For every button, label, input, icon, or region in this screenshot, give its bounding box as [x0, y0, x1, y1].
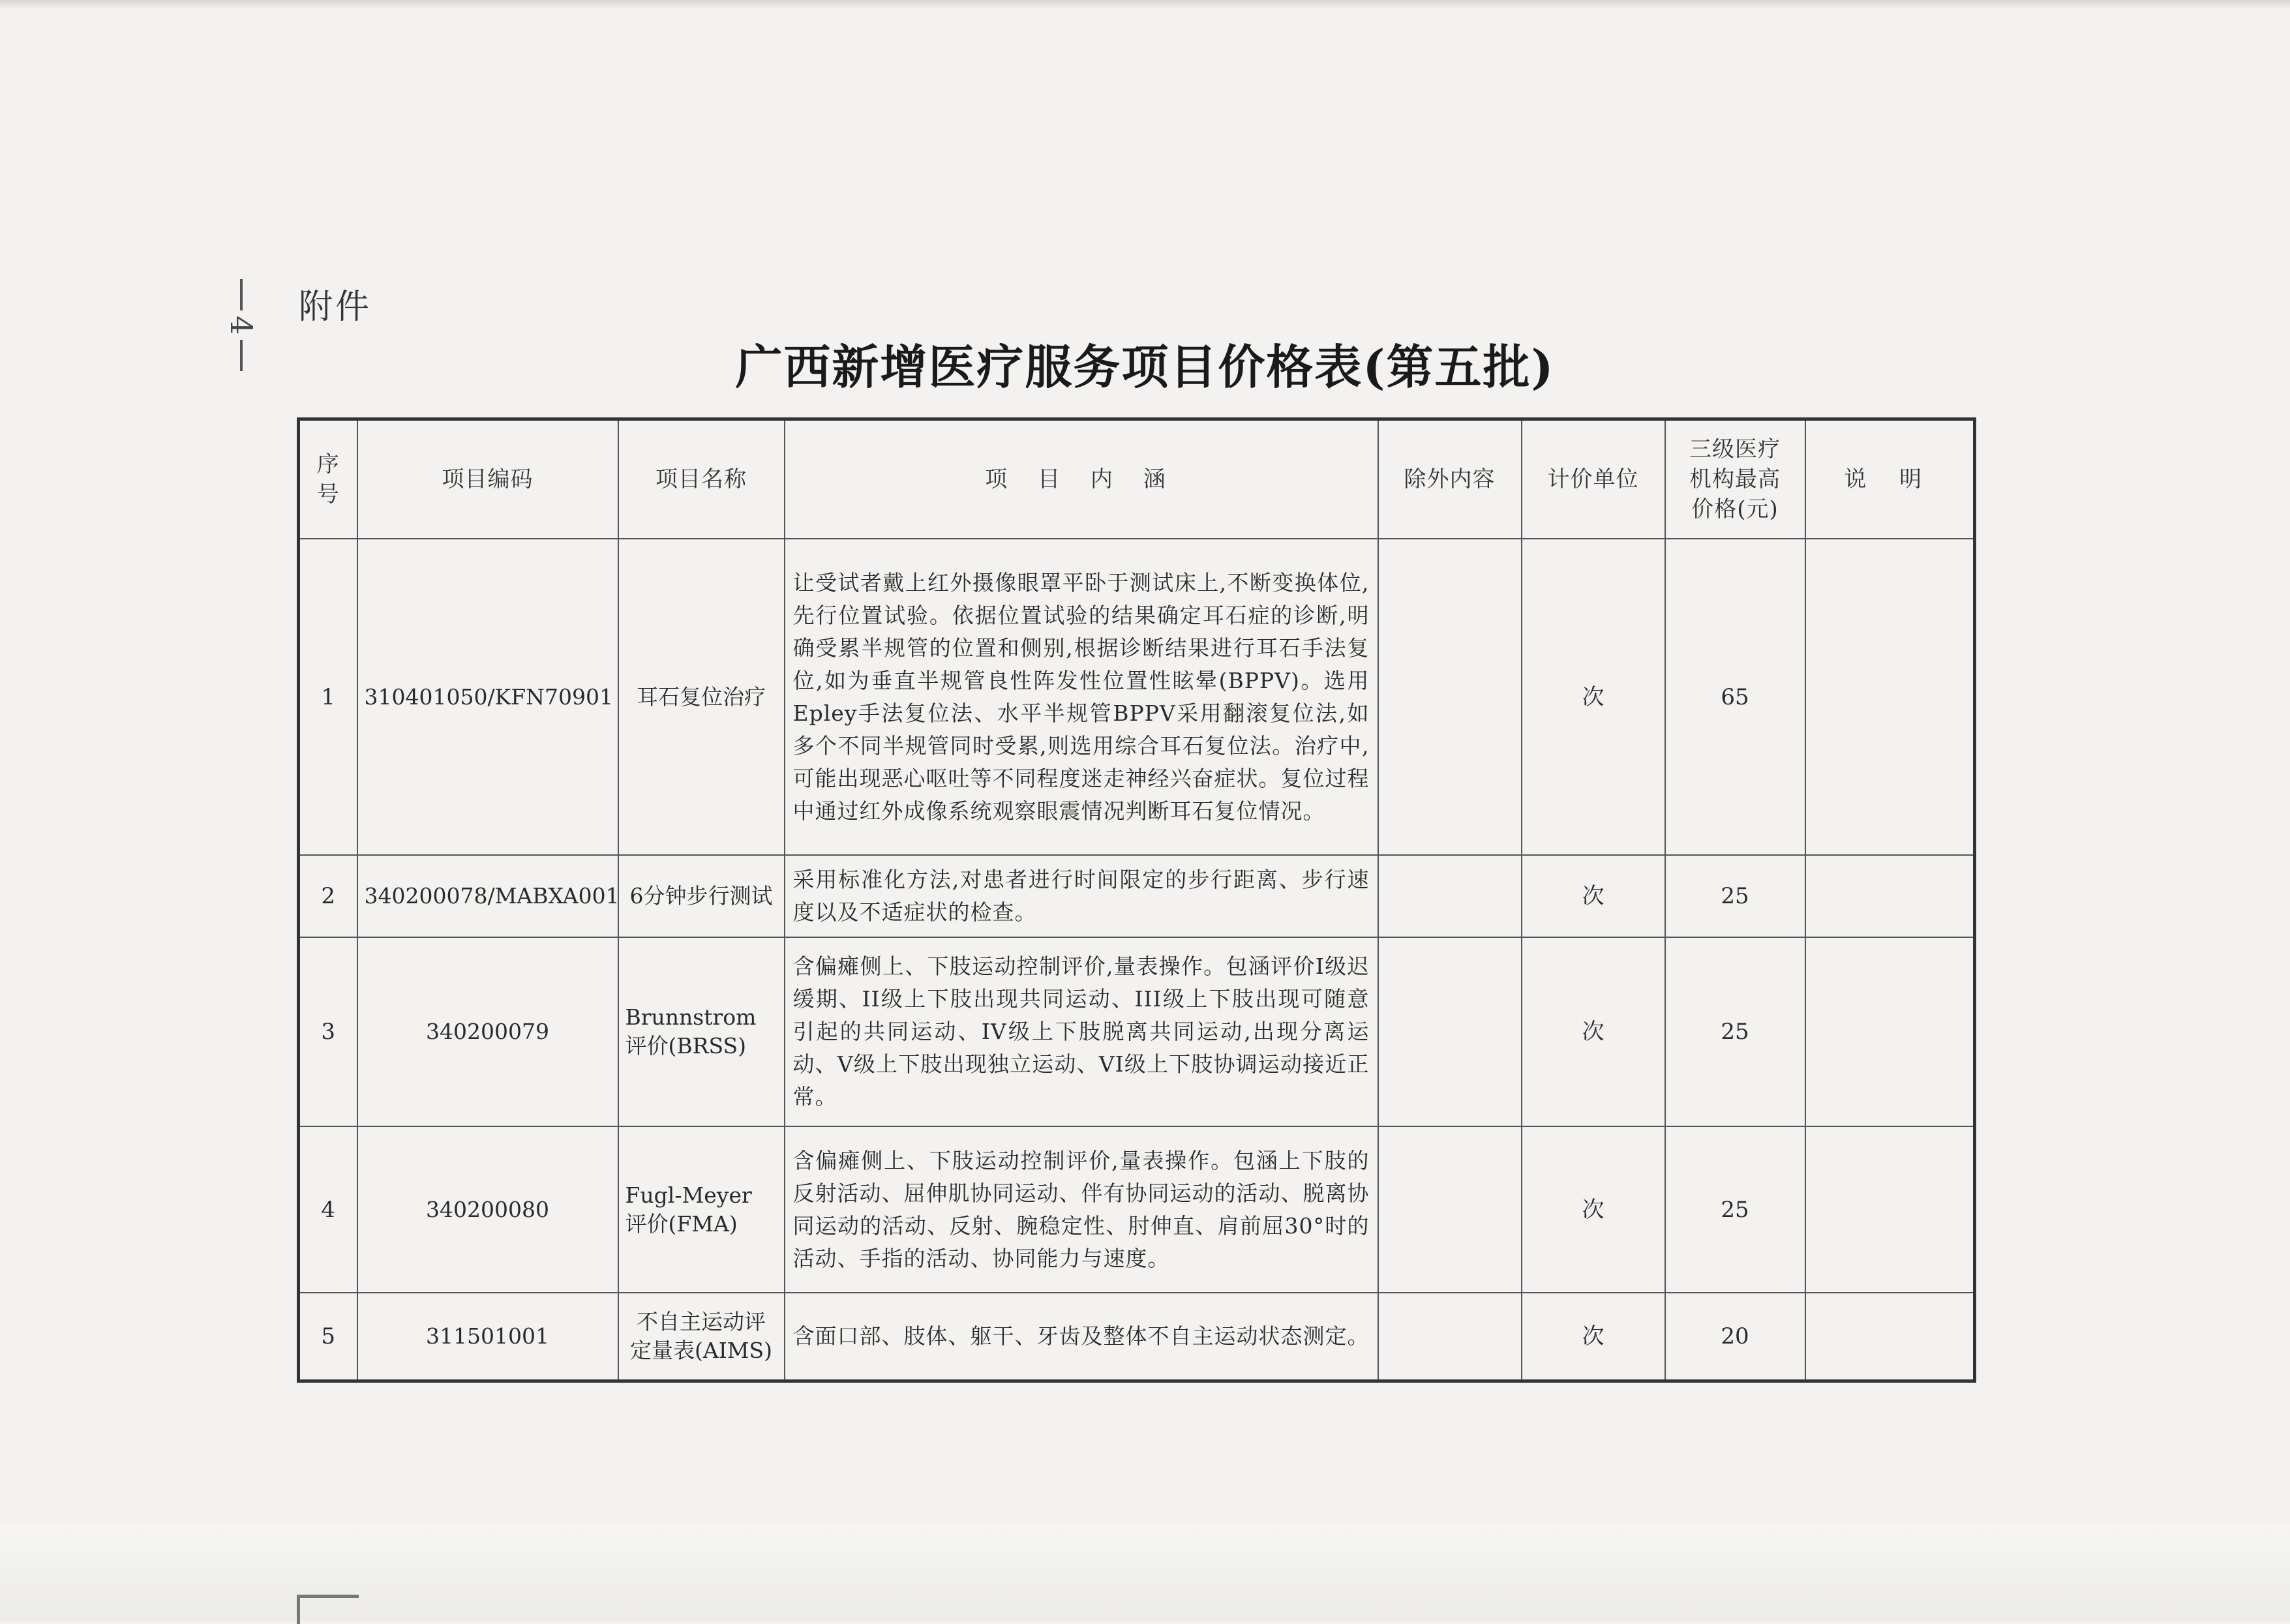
attachment-label: 附件	[299, 288, 372, 327]
table-row	[299, 1126, 1975, 1293]
cell-price: 65	[1665, 539, 1805, 855]
header-content: 项 目 内 涵	[785, 419, 1378, 539]
header-price	[1665, 419, 1805, 539]
cell-name-line1: 不自主运动评	[637, 1308, 766, 1334]
header-price-line3: 价格(元)	[1691, 496, 1779, 522]
cell-note	[1805, 1293, 1975, 1381]
cell-price: 25	[1665, 1126, 1805, 1293]
cell-excluded	[1378, 1126, 1522, 1293]
cell-unit: 次	[1522, 1293, 1665, 1381]
table-row	[299, 855, 1975, 937]
header-name: 项目名称	[618, 419, 785, 539]
cell-name-line2: 定量表(AIMS)	[629, 1337, 772, 1363]
cell-code: 311501001	[357, 1293, 618, 1381]
scan-top-edge	[0, 0, 2290, 9]
cell-code: 340200080	[357, 1126, 618, 1293]
cell-name	[618, 937, 785, 1126]
cell-price: 20	[1665, 1293, 1805, 1381]
header-price-line1: 三级医疗	[1689, 436, 1781, 462]
table-row	[299, 539, 1975, 855]
header-code: 项目编码	[357, 419, 618, 539]
cell-note	[1805, 1126, 1975, 1293]
cell-unit: 次	[1522, 937, 1665, 1126]
cell-name: 6分钟步行测试	[618, 855, 785, 937]
cell-content: 含面口部、肢体、躯干、牙齿及整体不自主运动状态测定。	[785, 1293, 1378, 1381]
cell-name: 耳石复位治疗	[618, 539, 785, 855]
cell-code: 310401050/KFN70901	[357, 539, 618, 855]
cell-price: 25	[1665, 937, 1805, 1126]
cell-content: 采用标准化方法,对患者进行时间限定的步行距离、步行速度以及不适症状的检查。	[785, 855, 1378, 937]
next-page-corner-mark	[297, 1595, 359, 1624]
cell-seq: 3	[299, 937, 357, 1126]
cell-seq: 1	[299, 539, 357, 855]
cell-name-line1: Brunnstrom	[625, 1004, 757, 1030]
cell-note	[1805, 937, 1975, 1126]
cell-unit: 次	[1522, 855, 1665, 937]
cell-content: 含偏瘫侧上、下肢运动控制评价,量表操作。包涵评价I级迟缓期、II级上下肢出现共同运动、III级上下肢出现可随意引起的共同运动、IV级上下肢脱离共同运动,出现分离运动、V级上下肢出现独立运动、VI级上下肢协调运动接近正常。	[785, 937, 1378, 1126]
cell-excluded	[1378, 937, 1522, 1126]
cell-unit: 次	[1522, 1126, 1665, 1293]
cell-name	[618, 1293, 785, 1381]
header-price-line2: 机构最高	[1689, 466, 1781, 492]
cell-seq: 5	[299, 1293, 357, 1381]
cell-price: 25	[1665, 855, 1805, 937]
cell-excluded	[1378, 539, 1522, 855]
header-excluded: 除外内容	[1378, 419, 1522, 539]
header-unit: 计价单位	[1522, 419, 1665, 539]
cell-name-line1: Fugl-Meyer	[625, 1182, 752, 1208]
cell-code: 340200078/MABXA001	[357, 855, 618, 937]
cell-excluded	[1378, 1293, 1522, 1381]
header-seq: 序号	[299, 419, 357, 539]
document-title: 广西新增医疗服务项目价格表(第五批)	[735, 339, 1555, 395]
cell-name-line2: 评价(FMA)	[625, 1210, 738, 1237]
cell-name	[618, 1126, 785, 1293]
cell-seq: 4	[299, 1126, 357, 1293]
table-row	[299, 937, 1975, 1126]
cell-note	[1805, 855, 1975, 937]
cell-seq: 2	[299, 855, 357, 937]
price-table	[297, 417, 1976, 1383]
header-note: 说 明	[1805, 419, 1975, 539]
cell-content: 让受试者戴上红外摄像眼罩平卧于测试床上,不断变换体位,先行位置试验。依据位置试验的结果确定耳石症的诊断,明确受累半规管的位置和侧别,根据诊断结果进行耳石手法复位,如为垂直半规管良性阵发性位置性眩晕(BPPV)。选用Epley手法复位法、水平半规管BPPV采用翻滚复位法,如多个不同半规管同时受累,则选用综合耳石复位法。治疗中,可能出现恶心呕吐等不同程度迷走神经兴奋症状。复位过程中通过红外成像系统观察眼震情况判断耳石复位情况。	[785, 539, 1378, 855]
cell-unit: 次	[1522, 539, 1665, 855]
cell-code: 340200079	[357, 937, 618, 1126]
table-row	[299, 1293, 1975, 1381]
table-header-row	[299, 419, 1975, 539]
page-number-dash-top	[240, 279, 243, 310]
page-number-value: 4	[224, 316, 259, 335]
cell-name-line2: 评价(BRSS)	[625, 1033, 746, 1059]
cell-excluded	[1378, 855, 1522, 937]
cell-content: 含偏瘫侧上、下肢运动控制评价,量表操作。包涵上下肢的反射活动、屈伸肌协同运动、伴有协同运动的活动、脱离协同运动的活动、反射、腕稳定性、肘伸直、肩前屈30°时的活动、手指的活动、协同能力与速度。	[785, 1126, 1378, 1293]
cell-note	[1805, 539, 1975, 855]
